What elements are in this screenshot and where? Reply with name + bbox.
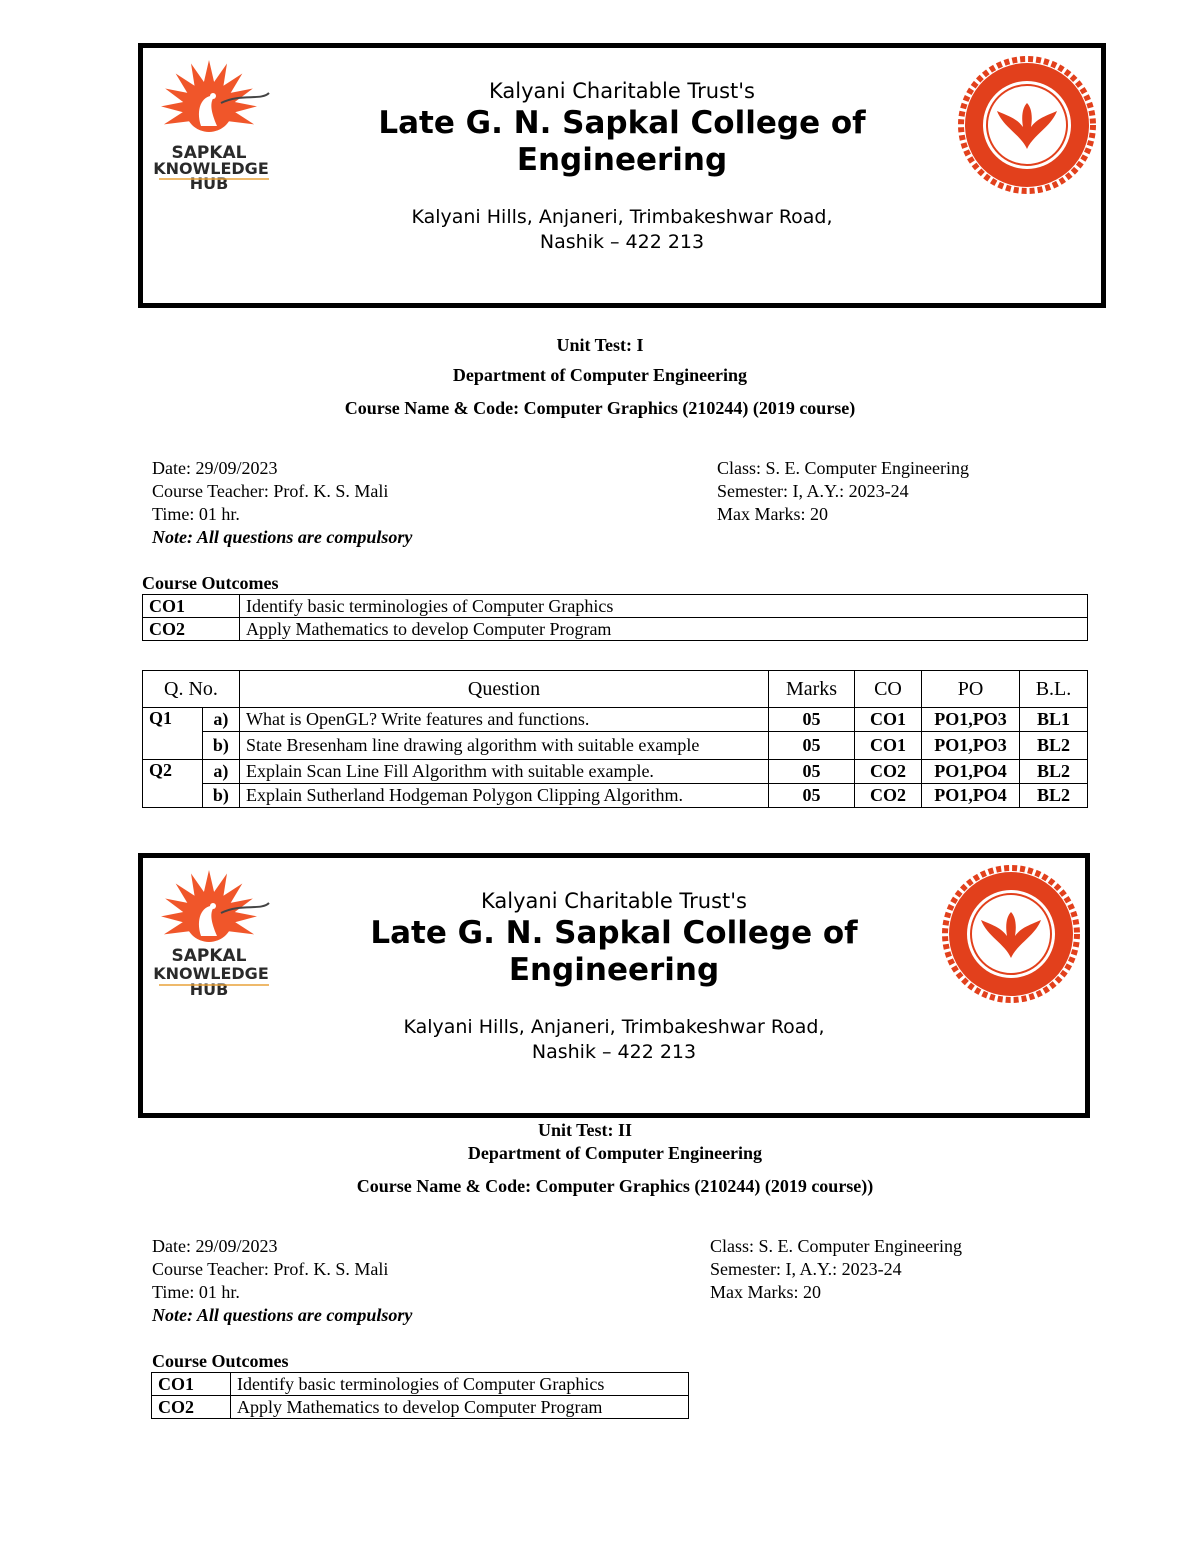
svg-text:KNOWLEDGE: KNOWLEDGE: [153, 159, 269, 178]
exam-info-left-2: Date: 29/09/2023 Course Teacher: Prof. K. S. Mali Time: 01 hr. Note: All questions are compulsory: [152, 1236, 413, 1325]
college-name: Late G. N. Sapkal College of Engineering: [378, 105, 866, 178]
table-row: b) State Bresenham line drawing algorithm with suitable example 05 CO1 PO1,PO3 BL2: [143, 732, 1088, 760]
table-header-row: Q. No. Question Marks CO PO B.L.: [143, 671, 1088, 708]
college-name: Late G. N. Sapkal College of Engineering: [370, 915, 858, 988]
trust-name: Kalyani Charitable Trust's: [481, 889, 747, 913]
course-outcomes-label-2: Course Outcomes: [152, 1351, 289, 1371]
college-seal: [937, 860, 1085, 1008]
unit-test-1-title: Unit Test: I: [556, 335, 644, 355]
course-name-2: Course Name & Code: Computer Graphics (210244) (2019 course)): [356, 1176, 874, 1196]
exam-info-left-1: Date: 29/09/2023 Course Teacher: Prof. K. S. Mali Time: 01 hr. Note: All questions are compulsory: [152, 458, 413, 547]
svg-text:SAPKAL: SAPKAL: [171, 946, 247, 966]
svg-text:HUB: HUB: [189, 174, 229, 193]
table-row: CO2 Apply Mathematics to develop Computer Program: [152, 1396, 689, 1419]
table-row: CO2 Apply Mathematics to develop Computer Program: [143, 618, 1088, 641]
department-title-2: Department of Computer Engineering: [467, 1143, 763, 1163]
table-row: Q2 a) Explain Scan Line Fill Algorithm with suitable example. 05 CO2 PO1,PO4 BL2: [143, 760, 1088, 784]
college-address: Kalyani Hills, Anjaneri, Trimbakeshwar Road, Nashik – 422 213: [411, 206, 833, 253]
questions-table: [142, 670, 1088, 808]
svg-text:KNOWLEDGE: KNOWLEDGE: [153, 964, 269, 983]
note-text: Note: All questions are compulsory: [152, 527, 413, 547]
department-title-1: Department of Computer Engineering: [452, 365, 748, 385]
table-row: Q1 a) What is OpenGL? Write features and functions. 05 CO1 PO1,PO3 BL1: [143, 708, 1088, 732]
college-header-1: [138, 43, 1106, 308]
course-outcomes-table-2: [151, 1372, 689, 1419]
course-outcomes-table-1: [142, 594, 1088, 641]
college-header-2: [138, 853, 1090, 1118]
unit-test-2-title: Unit Test: II: [537, 1120, 633, 1140]
trust-name: Kalyani Charitable Trust's: [489, 79, 755, 103]
table-row: CO1 Identify basic terminologies of Computer Graphics: [152, 1373, 689, 1396]
note-text: Note: All questions are compulsory: [152, 1305, 413, 1325]
college-seal: [953, 51, 1101, 199]
exam-info-right-1: Class: S. E. Computer Engineering Semester: I, A.Y.: 2023-24 Max Marks: 20: [717, 458, 969, 524]
table-row: CO1 Identify basic terminologies of Computer Graphics: [143, 595, 1088, 618]
svg-text:SAPKAL: SAPKAL: [171, 143, 247, 163]
course-name-1: Course Name & Code: Computer Graphics (210244) (2019 course): [344, 398, 856, 418]
college-address: Kalyani Hills, Anjaneri, Trimbakeshwar Road, Nashik – 422 213: [403, 1016, 825, 1063]
svg-text:HUB: HUB: [189, 980, 229, 999]
course-outcomes-label-1: Course Outcomes: [142, 573, 279, 593]
exam-info-right-2: Class: S. E. Computer Engineering Semester: I, A.Y.: 2023-24 Max Marks: 20: [710, 1236, 962, 1302]
table-row: b) Explain Sutherland Hodgeman Polygon Clipping Algorithm. 05 CO2 PO1,PO4 BL2: [143, 784, 1088, 808]
